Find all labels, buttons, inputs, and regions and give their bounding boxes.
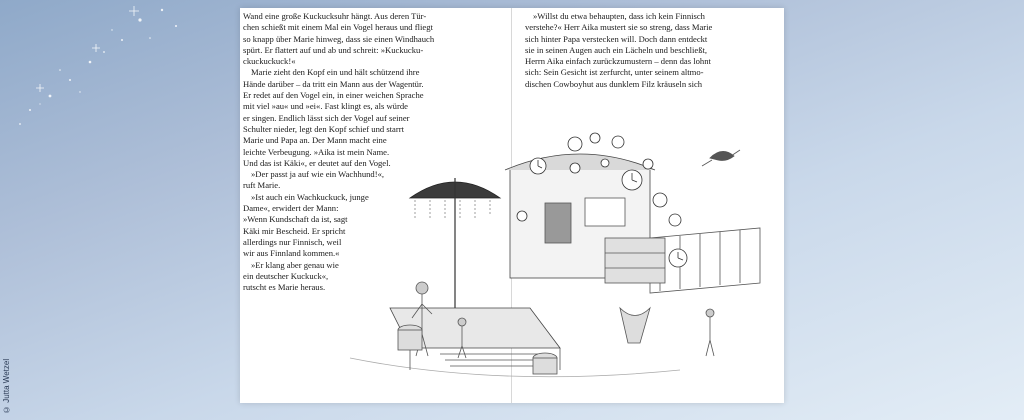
left-line: Er redet auf den Vogel ein, in einer weichen Sprache xyxy=(243,90,424,101)
right-line: dischen Cowboyhut aus dunklem Filz kräuseln sich xyxy=(525,78,703,89)
left-line: Käki mir Bescheid. Er spricht xyxy=(243,225,346,236)
left-line: allerdings nur Finnisch, weil xyxy=(243,236,342,247)
left-line: Marie und Papa an. Der Mann macht eine xyxy=(243,135,387,146)
left-line: Wand eine große Kuckucksuhr hängt. Aus deren Tür- xyxy=(243,11,427,21)
left-line: wir aus Finnland kommen.« xyxy=(243,248,340,259)
left-line: »Er klang aber genau wie xyxy=(251,259,339,270)
photo-credit: © Jutta Wetzel xyxy=(2,358,11,414)
right-line: sich: Sein Gesicht ist zerfurcht, unter seinem altmo- xyxy=(525,67,704,78)
left-page-text xyxy=(243,11,505,293)
right-line: sich hinter Papa verstecken will. Doch dann entdeckt xyxy=(525,33,708,44)
right-line: »Willst du etwa behaupten, dass ich kein Finnisch xyxy=(533,11,705,21)
right-line: sie in seinen Augen auch ein Lächeln und beschließt, xyxy=(525,44,708,55)
left-line: so knapp über Marie hinweg, dass sie einen Windhauch xyxy=(243,33,435,44)
left-line: leichte Verbeugung. »Aika ist mein Name. xyxy=(243,146,390,157)
left-line: chen schießt mit einem Mal ein Vogel heraus und fliegt xyxy=(243,22,433,33)
left-line: rutscht es Marie heraus. xyxy=(243,282,326,293)
left-line: Dame«, erwidert der Mann: xyxy=(243,203,339,214)
left-line: mit viel »au« und »ei«. Fast klingt es, als würde xyxy=(243,101,408,112)
right-line: verstehe?« Herr Aika mustert sie so streng, dass Marie xyxy=(525,22,713,33)
left-line: Und das ist Käki«, er deutet auf den Vogel. xyxy=(243,157,391,168)
right-line: Herrn Aika einfach zurückzumustern – denn das lohnt xyxy=(525,56,711,67)
left-line: »Der passt ja auf wie ein Wachhund!«, xyxy=(251,169,385,180)
right-page-text xyxy=(525,11,780,90)
left-line: »Wenn Kundschaft da ist, sagt xyxy=(243,214,348,225)
left-line: ein deutscher Kuckuck«, xyxy=(243,270,329,281)
left-line: Hände darüber – da tritt ein Mann aus der Wagentür. xyxy=(243,78,424,89)
left-line: ruft Marie. xyxy=(243,180,281,191)
book-spread xyxy=(240,8,784,403)
left-line: spürt. Er flattert auf und ab und schreit: »Kuckucku- xyxy=(243,44,424,55)
sparkle-stars xyxy=(0,0,240,140)
left-line: Schulter nieder, legt den Kopf schief und starrt xyxy=(243,123,404,134)
left-line: ckuckuckuck!« xyxy=(243,56,296,67)
left-line: »Ist auch ein Wachkuckuck, junge xyxy=(251,191,369,202)
left-line: er singen. Endlich lässt sich der Vogel auf seiner xyxy=(243,112,410,123)
left-line: Marie zieht den Kopf ein und hält schützend ihre xyxy=(251,67,420,78)
